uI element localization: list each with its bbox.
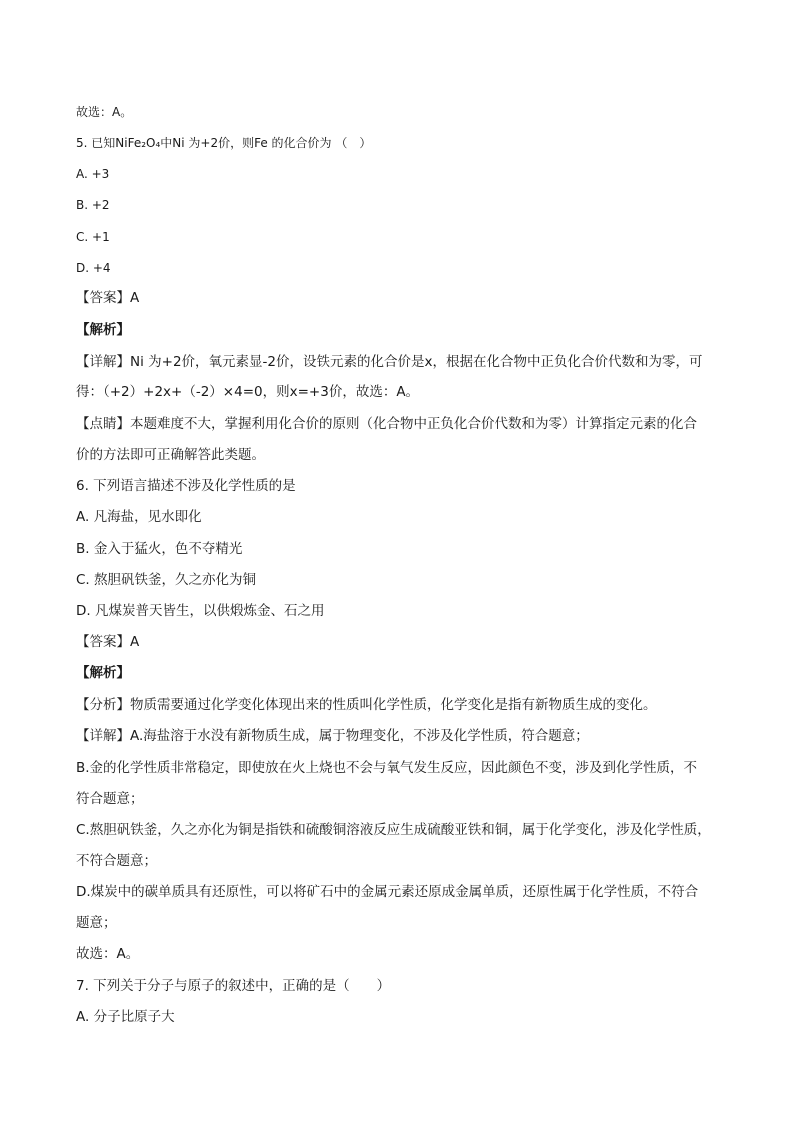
analysis-label: 【解析】 — [76, 665, 130, 681]
answer-label: 【答案】A — [76, 634, 140, 650]
question-6-option-a: A. 凡海盐，见水即化 — [76, 509, 202, 525]
detail-text: 得：（+2）+2x+（-2）×4=0，则x=+3价，故选：A。 — [76, 384, 420, 400]
question-5-stem: 5. 已知NiFe₂O₄中Ni 为+2价，则Fe 的化合价为 （ ） — [76, 136, 372, 150]
question-6-option-d: D. 凡煤炭普天皆生，以供煅炼金、石之用 — [76, 603, 325, 619]
analysis-text: 【分析】物质需要通过化学变化体现出来的性质叫化学性质，化学变化是指有新物质生成的变化。 — [76, 697, 657, 713]
detail-text: 【详解】Ni 为+2价，氧元素显-2价，设铁元素的化合价是x，根据在化合物中正负化合价代数和为零，可 — [76, 354, 703, 370]
question-6-option-b: B. 金入于猛火，色不夺精光 — [76, 541, 243, 557]
answer-choice-line: 故选：A。 — [76, 946, 140, 962]
detail-text: 不符合题意； — [76, 853, 157, 869]
question-5-option-a: A. +3 — [76, 167, 110, 181]
tip-text: 【点睛】本题难度不大，掌握利用化合价的原则（化合物中正负化合价代数和为零）计算指定元素的化合 — [76, 416, 697, 432]
detail-text: 【详解】A.海盐溶于水没有新物质生成，属于物理变化，不涉及化学性质，符合题意； — [76, 728, 589, 744]
detail-text: C.熬胆矾铁釜，久之亦化为铜是指铁和硫酸铜溶液反应生成硫酸亚铁和铜，属于化学变化，涉及化学性质， — [76, 822, 711, 838]
question-7-stem: 7. 下列关于分子与原子的叙述中，正确的是（ ） — [76, 978, 391, 994]
answer-label: 【答案】A — [76, 290, 140, 306]
detail-text: 符合题意； — [76, 791, 144, 807]
question-6-stem: 6. 下列语言描述不涉及化学性质的是 — [76, 478, 296, 494]
question-5-option-d: D. +4 — [76, 261, 111, 275]
detail-text: D.煤炭中的碳单质具有还原性，可以将矿石中的金属元素还原成金属单质，还原性属于化学性质，不符合 — [76, 884, 699, 900]
question-7-option-a: A. 分子比原子大 — [76, 1009, 175, 1025]
answer-choice-line: 故选：A。 — [76, 105, 133, 119]
analysis-label: 【解析】 — [76, 322, 130, 338]
question-6-option-c: C. 熬胆矾铁釜，久之亦化为铜 — [76, 572, 257, 588]
question-5-option-b: B. +2 — [76, 198, 110, 212]
detail-text: B.金的化学性质非常稳定，即使放在火上烧也不会与氧气发生反应，因此颜色不变，涉及到化学性质，不 — [76, 760, 698, 776]
question-5-option-c: C. +1 — [76, 230, 110, 244]
detail-text: 题意； — [76, 915, 117, 931]
tip-text: 价的方法即可正确解答此类题。 — [76, 447, 265, 463]
